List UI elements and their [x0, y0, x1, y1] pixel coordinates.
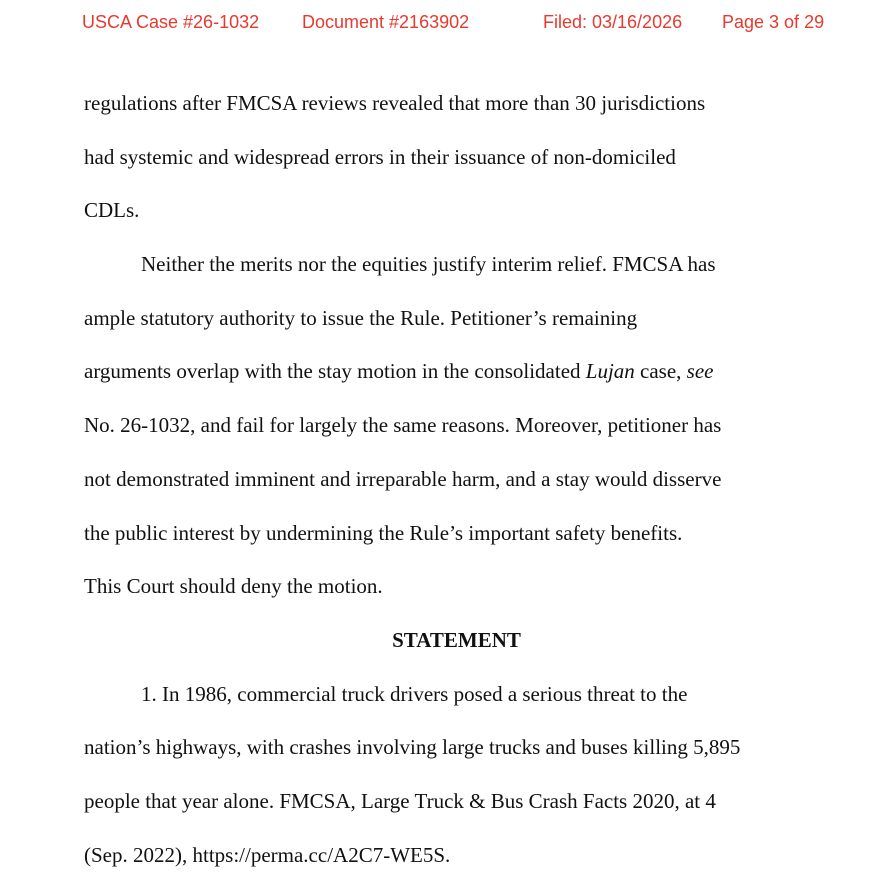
case-number: USCA Case #26-1032	[82, 12, 260, 32]
filed-date: Filed: 03/16/2026	[543, 12, 683, 32]
citation-link-line: (Sep. 2022), https://perma.cc/A2C7-WE5S.	[84, 842, 451, 867]
text-line: people that year alone. FMCSA, Large Truck & Bus Crash Facts 2020, at 4	[84, 788, 716, 813]
document-body	[84, 77, 829, 882]
paragraph-1	[84, 77, 829, 238]
section-heading: STATEMENT	[392, 627, 521, 652]
filing-header	[0, 12, 894, 38]
case-name-italic: Lujan	[585, 359, 635, 384]
signal-italic: see	[686, 359, 714, 384]
text-line: not demonstrated imminent and irreparable harm, and a stay would disserve	[84, 466, 722, 491]
text-line: had systemic and widespread errors in their issuance of non-domiciled	[84, 144, 676, 169]
text-line: No. 26-1032, and fail for largely the same reasons. Moreover, petitioner has	[84, 413, 722, 438]
paragraph-2	[84, 238, 829, 614]
page-number: Page 3 of 29	[722, 12, 825, 32]
text-line: Neither the merits nor the equities justify interim relief. FMCSA has	[141, 252, 716, 277]
text-line: This Court should deny the motion.	[84, 574, 383, 599]
document-number: Document #2163902	[302, 12, 470, 32]
text-line: nation’s highways, with crashes involving large trucks and buses killing 5,895	[84, 735, 741, 760]
text-line	[84, 345, 829, 399]
text-segment: case,	[634, 359, 687, 384]
text-line: 1. In 1986, commercial truck drivers posed a serious threat to the	[141, 681, 688, 706]
text-line: regulations after FMCSA reviews revealed that more than 30 jurisdictions	[84, 91, 706, 115]
paragraph-3	[84, 668, 829, 883]
text-line: the public interest by undermining the Rule’s important safety benefits.	[84, 520, 683, 545]
text-line: CDLs.	[84, 198, 140, 223]
text-line: ample statutory authority to issue the Rule. Petitioner’s remaining	[84, 305, 638, 330]
text-segment: arguments overlap with the stay motion in the consolidated	[84, 359, 586, 384]
